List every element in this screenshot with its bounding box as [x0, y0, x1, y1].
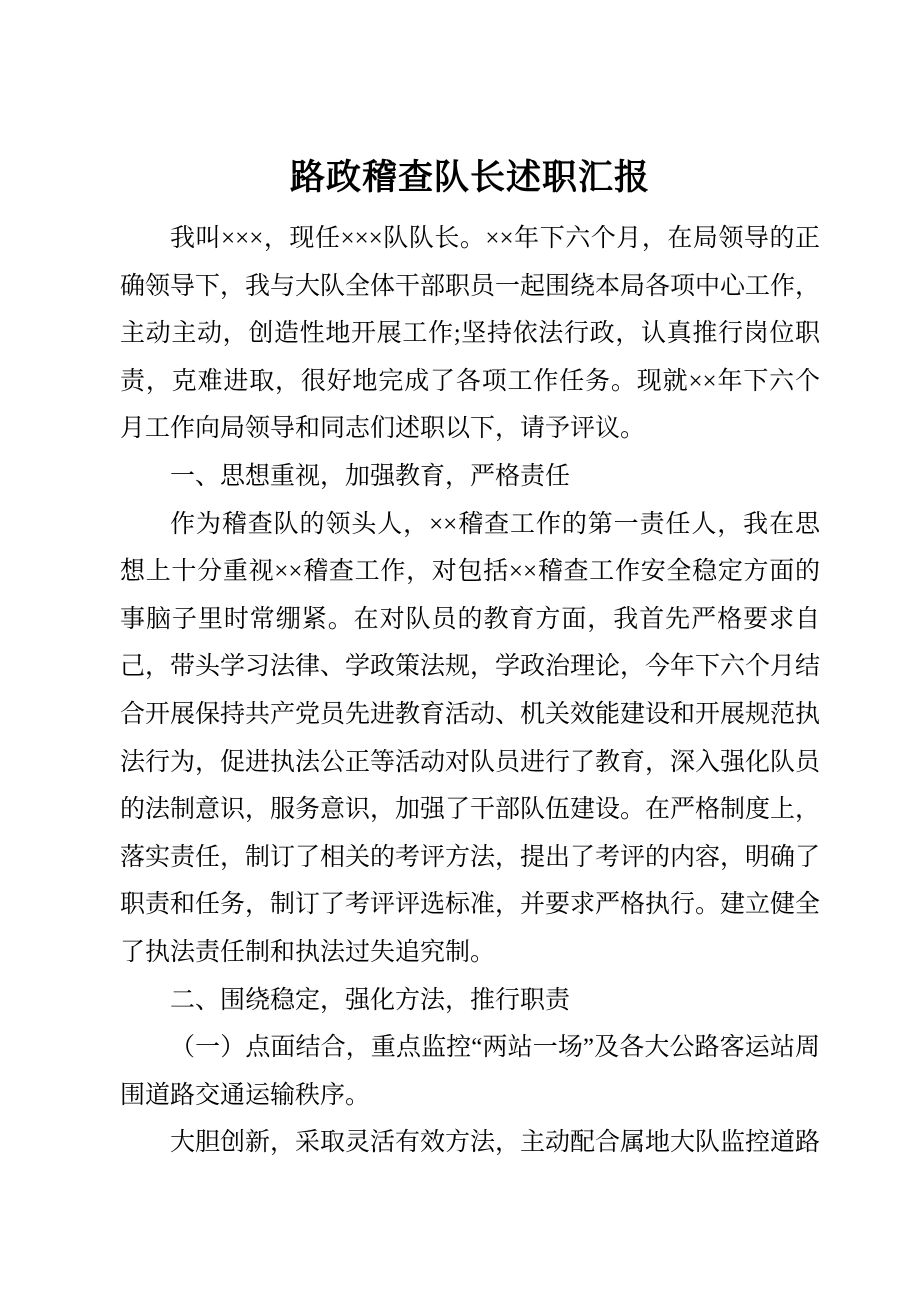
heading-section-2: 二、围绕稳定，强化方法，推行职责 [170, 986, 571, 1014]
paragraph-subsection-2-1: （一）点面结合，重点监控“两站一场”及各大公路客运站周围道路交通运输秩序。 [120, 1034, 820, 1109]
document-title: 路政稽查队长述职汇报 [289, 158, 650, 197]
heading-section-1: 一、思想重视，加强教育，严格责任 [170, 462, 571, 490]
paragraph-section-2-body: 大胆创新，采取灵活有效方法，主动配合属地大队监控道路 [170, 1129, 821, 1157]
paragraph-intro: 我叫×××，现任×××队队长。××年下六个月，在局领导的正确领导下，我与大队全体干部职员一起围绕本局各项中心工作，主动主动，创造性地开展工作;坚持依法行政，认真推行岗位职责，克难进取，很好地完成了各项工作任务。现就××年下六个月工作向局领导和同志们述职以下，请予评议。 [120, 225, 821, 443]
paragraph-section-1-body: 作为稽查队的领头人，××稽查工作的第一责任人，我在思想上十分重视××稽查工作，对包括××稽查工作安全稳定方面的事脑子里时常绷紧。在对队员的教育方面，我首先严格要求自己，带头学习法律、学政策法规，学政治理论，今年下六个月结合开展保持共产党员先进教育活动、机关效能建设和开展规范执法行为，促进执法公正等活动对队员进行了教育，深入强化队员的法制意识，服务意识，加强了干部队伍建设。在严格制度上，落实责任，制订了相关的考评方法，提出了考评的内容，明确了职责和任务，制订了考评评选标准，并要求严格执行。建立健全了执法责任制和执法过失追究制。 [120, 510, 821, 966]
